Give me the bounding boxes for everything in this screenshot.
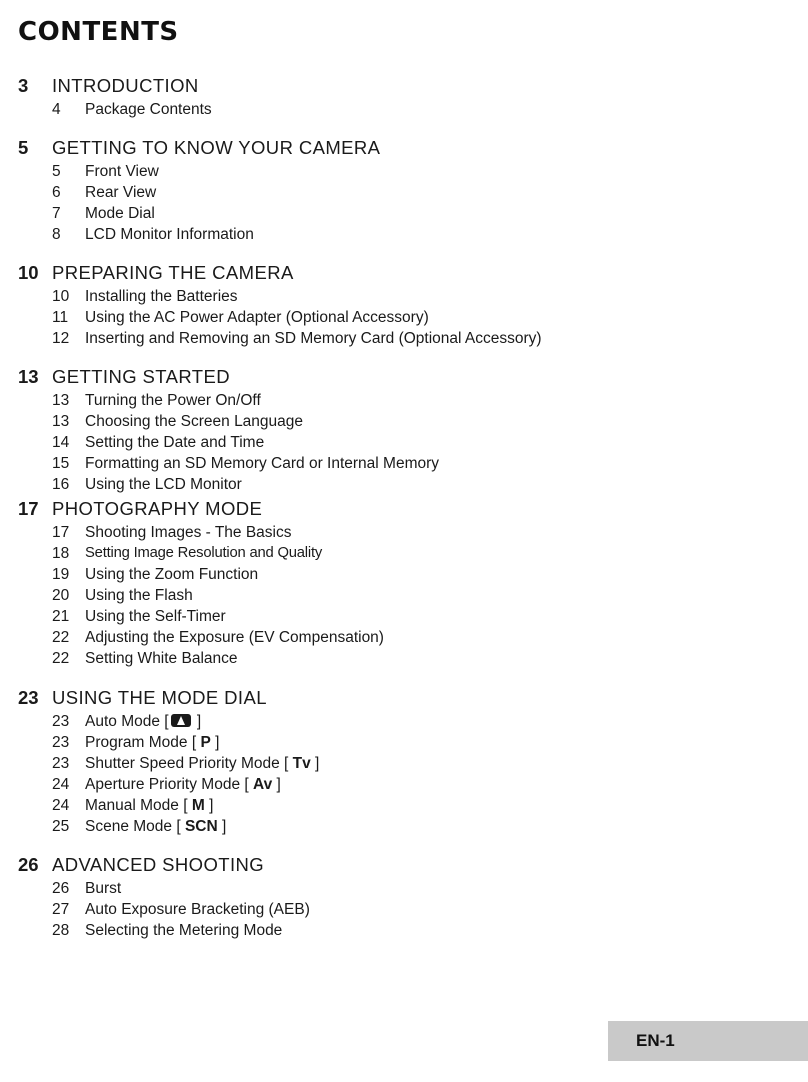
entry-title: Using the Self-Timer (85, 608, 226, 625)
entry-page-number: 23 (52, 734, 70, 751)
section-title: ADVANCED SHOOTING (52, 854, 265, 875)
entry-page-number: 21 (52, 608, 70, 625)
toc-entry[interactable] (0, 648, 808, 669)
section-heading[interactable] (0, 260, 808, 286)
entry-title: Adjusting the Exposure (EV Compensation) (85, 629, 384, 646)
toc-entry[interactable] (0, 307, 808, 328)
toc-entry[interactable] (0, 711, 808, 732)
entry-suffix: ] (204, 797, 214, 814)
mode-abbreviation: SCN (184, 818, 218, 835)
entry-title: Installing the Batteries (85, 288, 238, 305)
entry-page-number: 14 (52, 434, 70, 451)
toc-entry[interactable] (0, 224, 808, 245)
entry-label: Scene Mode [ (85, 818, 185, 835)
entry-page-number: 23 (52, 755, 70, 772)
section-heading[interactable] (0, 135, 808, 161)
entry-title: Using the AC Power Adapter (Optional Accessory) (85, 309, 429, 326)
entry-title: Front View (85, 163, 159, 180)
entry-title: Using the LCD Monitor (85, 476, 242, 493)
entry-title: Selecting the Metering Mode (85, 922, 283, 939)
entry-title: Choosing the Screen Language (85, 413, 304, 430)
toc-entry[interactable] (0, 816, 808, 837)
entry-title: Turning the Power On/Off (85, 392, 261, 409)
entry-label: Program Mode [ (85, 734, 201, 751)
toc-entry[interactable] (0, 432, 808, 453)
toc-entry[interactable] (0, 627, 808, 648)
entry-page-number: 5 (52, 163, 61, 180)
entry-page-number: 15 (52, 455, 70, 472)
entry-title (85, 732, 219, 753)
toc-entry[interactable] (0, 474, 808, 495)
section-page-number: 26 (18, 854, 39, 875)
entry-label: Manual Mode [ (85, 797, 192, 814)
toc-entry[interactable] (0, 203, 808, 224)
section-page-number: 23 (18, 687, 39, 708)
entry-suffix: ] (310, 755, 320, 772)
entry-title (85, 711, 201, 732)
section-page-number: 10 (18, 262, 39, 283)
entry-page-number: 17 (52, 524, 70, 541)
entry-page-number: 23 (52, 713, 70, 730)
entry-page-number: 25 (52, 818, 70, 835)
toc-entry[interactable] (0, 920, 808, 941)
entry-title: LCD Monitor Information (85, 226, 254, 243)
entry-page-number: 7 (52, 205, 61, 222)
page-number-badge (608, 1021, 808, 1061)
section-title: PREPARING THE CAMERA (52, 262, 294, 283)
section-title: INTRODUCTION (52, 75, 199, 96)
page-number-label: EN-1 (636, 1031, 675, 1050)
entry-page-number: 28 (52, 922, 70, 939)
toc-entry[interactable] (0, 328, 808, 349)
entry-page-number: 18 (52, 545, 70, 562)
section-title: USING THE MODE DIAL (52, 687, 267, 708)
toc-entry[interactable] (0, 564, 808, 585)
section-title: GETTING STARTED (52, 366, 230, 387)
toc-section-introduction (0, 73, 808, 120)
entry-page-number: 4 (52, 101, 61, 118)
entry-title: Setting White Balance (85, 650, 238, 667)
toc-entry[interactable] (0, 411, 808, 432)
section-heading[interactable] (0, 496, 808, 522)
section-page-number: 13 (18, 366, 39, 387)
toc-entry[interactable] (0, 774, 808, 795)
toc-section-preparing (0, 260, 808, 349)
entry-title: Shooting Images - The Basics (85, 524, 292, 541)
entry-page-number: 26 (52, 880, 70, 897)
toc-entry[interactable] (0, 286, 808, 307)
entry-page-number: 22 (52, 650, 70, 667)
section-title: GETTING TO KNOW YOUR CAMERA (52, 137, 381, 158)
entry-page-number: 22 (52, 629, 70, 646)
entry-title: Setting Image Resolution and Quality (85, 545, 323, 561)
toc-section-getting-started (0, 364, 808, 495)
toc-section-getting-to-know (0, 135, 808, 245)
entry-suffix: ] (217, 818, 227, 835)
entry-page-number: 13 (52, 392, 70, 409)
entry-title: Using the Zoom Function (85, 566, 259, 583)
entry-title: Burst (85, 880, 122, 897)
toc-entry[interactable] (0, 899, 808, 920)
section-page-number: 17 (18, 498, 39, 519)
entry-title (85, 753, 319, 774)
entry-suffix: ] (210, 734, 220, 751)
entry-label: Aperture Priority Mode [ (85, 776, 253, 793)
mode-abbreviation: M (191, 797, 205, 814)
entry-title: Auto Exposure Bracketing (AEB) (85, 901, 310, 918)
entry-title: Formatting an SD Memory Card or Internal Memory (85, 455, 440, 472)
toc-entry[interactable] (0, 543, 808, 564)
entry-suffix: ] (192, 713, 202, 730)
entry-page-number: 12 (52, 330, 70, 347)
section-heading[interactable] (0, 73, 808, 99)
entry-page-number: 24 (52, 797, 70, 814)
entry-page-number: 6 (52, 184, 61, 201)
mode-abbreviation: P (200, 734, 211, 751)
entry-page-number: 11 (52, 309, 69, 326)
entry-title: Package Contents (85, 101, 212, 118)
section-heading[interactable] (0, 364, 808, 390)
entry-title: Rear View (85, 184, 157, 201)
section-page-number: 5 (18, 137, 29, 158)
page-title: CONTENTS (18, 17, 179, 47)
entry-title: Mode Dial (85, 205, 155, 222)
entry-page-number: 20 (52, 587, 70, 604)
entry-page-number: 19 (52, 566, 70, 583)
entry-page-number: 24 (52, 776, 70, 793)
entry-page-number: 13 (52, 413, 70, 430)
toc-entry[interactable] (0, 522, 808, 543)
section-title: PHOTOGRAPHY MODE (52, 498, 263, 519)
entry-suffix: ] (272, 776, 281, 793)
toc-entry[interactable] (0, 453, 808, 474)
toc-section-mode-dial (0, 685, 808, 837)
toc-section-advanced-shooting (0, 852, 808, 941)
toc-entry[interactable] (0, 878, 808, 899)
entry-title (85, 774, 281, 795)
entry-page-number: 16 (52, 476, 70, 493)
mode-abbreviation: Tv (292, 755, 311, 772)
toc-entry[interactable] (0, 390, 808, 411)
entry-title (85, 795, 213, 816)
section-page-number: 3 (18, 75, 29, 96)
entry-page-number: 8 (52, 226, 61, 243)
toc-entry[interactable] (0, 732, 808, 753)
toc-entry[interactable] (0, 606, 808, 627)
entry-title (85, 816, 226, 837)
toc-entry[interactable] (0, 585, 808, 606)
toc-entry[interactable] (0, 753, 808, 774)
entry-label: Shutter Speed Priority Mode [ (85, 755, 293, 772)
mode-abbreviation: Av (252, 776, 273, 793)
toc-section-photography-mode (0, 496, 808, 669)
toc-entry[interactable] (0, 99, 808, 120)
section-heading[interactable] (0, 852, 808, 878)
entry-label: Auto Mode [ (85, 713, 169, 730)
entry-title: Setting the Date and Time (85, 434, 265, 451)
entry-title: Inserting and Removing an SD Memory Card (Optional Accessory) (85, 330, 542, 347)
toc-entry[interactable] (0, 182, 808, 203)
section-heading[interactable] (0, 685, 808, 711)
toc-entry[interactable] (0, 161, 808, 182)
entry-page-number: 10 (52, 288, 70, 305)
toc-entry[interactable] (0, 795, 808, 816)
entry-title: Using the Flash (85, 587, 193, 604)
auto-mode-icon (171, 714, 191, 727)
entry-page-number: 27 (52, 901, 70, 918)
